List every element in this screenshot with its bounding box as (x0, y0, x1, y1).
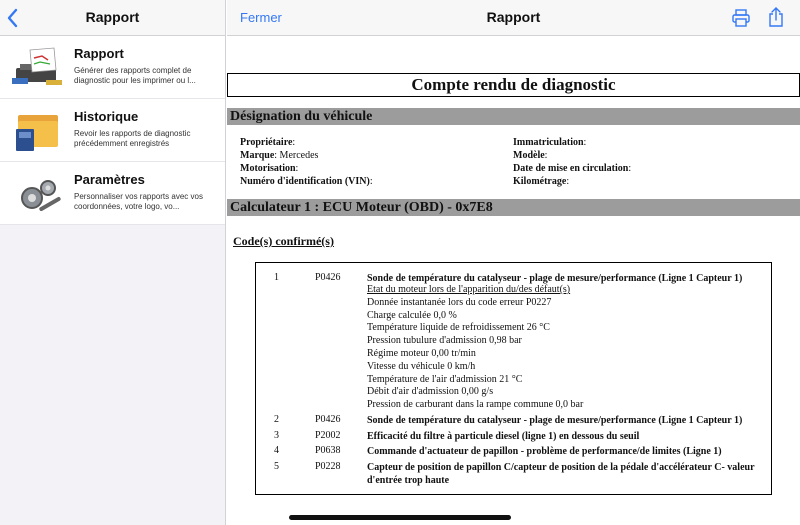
report-pane (227, 0, 800, 525)
codes-table (255, 262, 772, 495)
code-description: Efficacité du filtre à particule diesel (ligne 1) en dessous du seuil (367, 431, 640, 442)
field-proprietaire: Propriétaire: (240, 137, 296, 148)
sidebar-item-label: Rapport (74, 46, 124, 61)
sidebar (0, 0, 226, 525)
code-number: 4 (274, 445, 279, 456)
report-printer-icon (12, 46, 66, 90)
report-document (227, 36, 800, 525)
code-number: 3 (274, 430, 279, 441)
sidebar-item-description: Générer des rapports complet de diagnostic pour les imprimer ou l... (74, 66, 196, 85)
sidebar-item-rapport[interactable] (0, 36, 225, 99)
freeze-frame-heading: Etat du moteur lors de l'apparition du/des défaut(s) (367, 284, 571, 295)
home-indicator[interactable] (289, 515, 511, 520)
document-title: Compte rendu de diagnostic (227, 73, 800, 97)
report-header (227, 0, 800, 36)
code-id: P0228 (315, 461, 341, 472)
share-icon[interactable] (768, 7, 784, 27)
settings-gears-icon (12, 172, 66, 216)
code-id: P2002 (315, 430, 341, 441)
freeze-frame-line: Température liquide de refroidissement 26 °C (367, 322, 550, 334)
code-description: Capteur de position de papillon C/capteur de position de la pédale d'accélérateur C- valeur d'entrée trop haute (367, 462, 755, 486)
field-kilometrage: Kilométrage: (513, 176, 570, 187)
code-description: Sonde de température du catalyseur - plage de mesure/performance (Ligne 1 Capteur 1) (367, 415, 743, 426)
freeze-frame-line: Pression tubulure d'admission 0,98 bar (367, 335, 522, 347)
field-vin: Numéro d'identification (VIN): (240, 176, 373, 187)
field-date-circulation: Date de mise en circulation: (513, 163, 632, 174)
code-description: Commande d'actuateur de papillon - problème de performance/de limites (Ligne 1) (367, 446, 722, 457)
field-motorisation: Motorisation: (240, 163, 299, 174)
code-id: P0426 (315, 272, 341, 283)
close-button[interactable]: Fermer (240, 10, 282, 25)
freeze-frame-line: Température de l'air d'admission 21 °C (367, 373, 523, 385)
sidebar-item-label: Paramètres (74, 172, 145, 187)
sidebar-item-parametres[interactable] (0, 162, 225, 225)
vehicle-section-header: Désignation du véhicule (227, 108, 800, 125)
freeze-frame-line: Pression de carburant dans la rampe commune 0,0 bar (367, 399, 584, 411)
sidebar-title: Rapport (85, 9, 140, 25)
field-immatriculation: Immatriculation: (513, 137, 587, 148)
vehicle-fields-right (513, 136, 631, 188)
freeze-frame-line: Débit d'air d'admission 0,00 g/s (367, 386, 494, 398)
freeze-frame-details (367, 284, 767, 412)
report-title: Rapport (486, 9, 541, 25)
freeze-frame-line: Régime moteur 0,00 tr/min (367, 347, 476, 359)
code-number: 2 (274, 414, 279, 425)
sidebar-header (0, 0, 225, 36)
sidebar-item-historique[interactable] (0, 99, 225, 162)
code-description: Sonde de température du catalyseur - plage de mesure/performance (Ligne 1 Capteur 1) (367, 273, 743, 284)
code-id: P0638 (315, 445, 341, 456)
vehicle-fields-left (240, 136, 373, 188)
folder-history-icon (12, 109, 66, 153)
sidebar-item-label: Historique (74, 109, 139, 124)
code-id: P0426 (315, 414, 341, 425)
freeze-frame-line: Vitesse du véhicule 0 km/h (367, 360, 476, 372)
sidebar-menu (0, 36, 225, 225)
sidebar-item-description: Revoir les rapports de diagnostic précédemment enregistrés (74, 129, 191, 148)
freeze-frame-line: Charge calculée 0,0 % (367, 309, 457, 321)
field-marque: Marque: Mercedes (240, 150, 319, 161)
sidebar-item-description: Personnaliser vos rapports avec vos coordonnées, votre logo, vo... (74, 192, 203, 211)
field-modele: Modèle: (513, 150, 548, 161)
print-icon[interactable] (732, 9, 750, 27)
code-number: 1 (274, 272, 279, 283)
ecu-section-header: Calculateur 1 : ECU Moteur (OBD) - 0x7E8 (227, 199, 800, 216)
freeze-frame-line: Donnée instantanée lors du code erreur P0227 (367, 296, 552, 308)
codes-heading: Code(s) confirmé(s) (233, 234, 334, 248)
code-number: 5 (274, 461, 279, 472)
